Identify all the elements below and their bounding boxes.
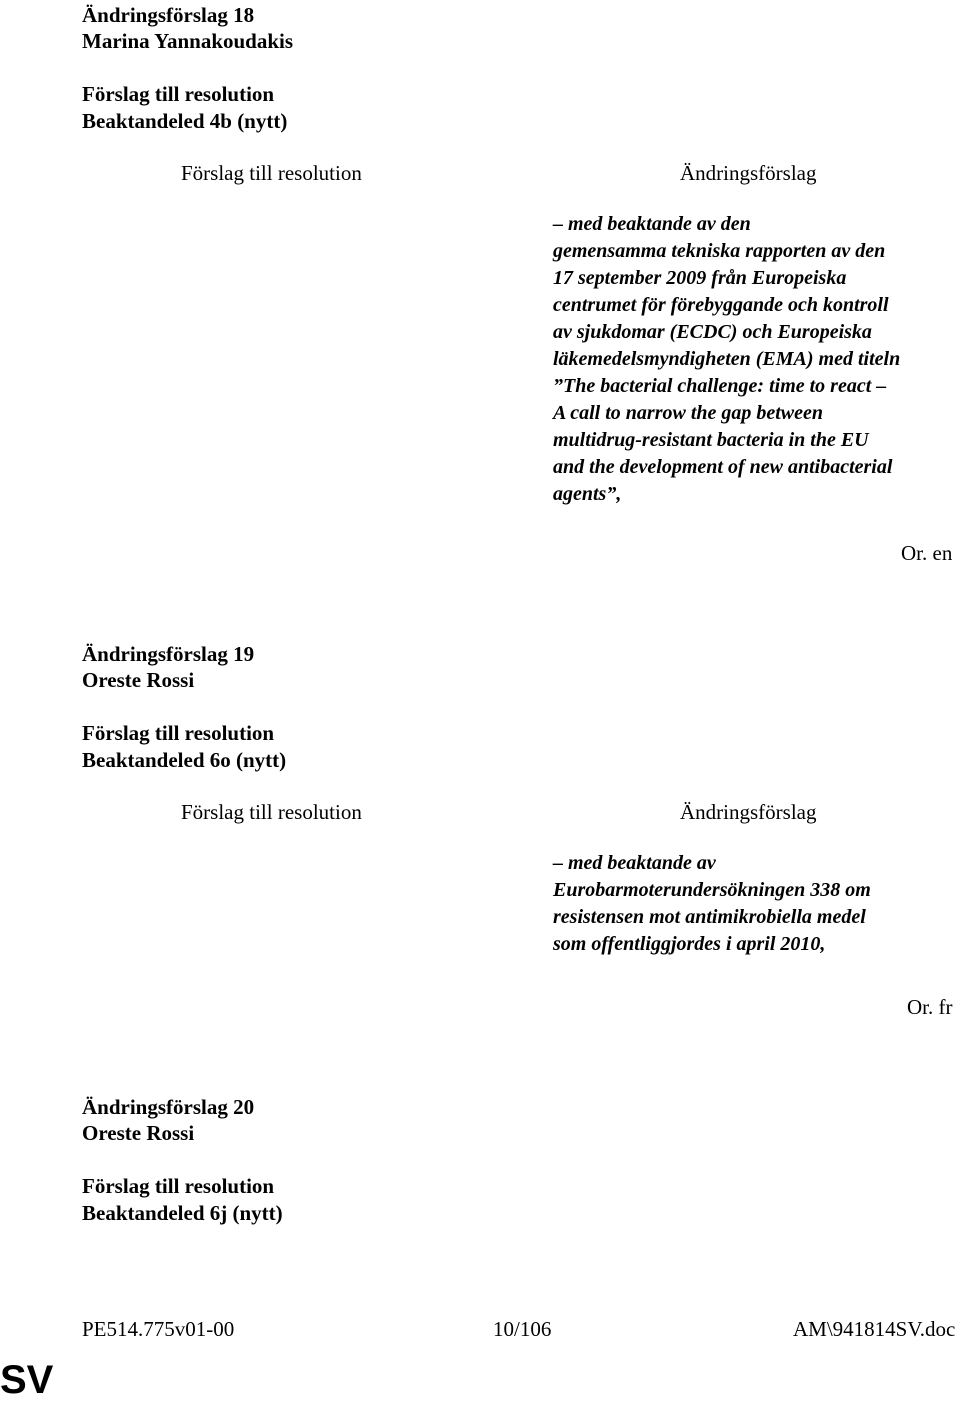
amendment-20-citation: Beaktandeled 6j (nytt) <box>82 1201 283 1225</box>
text-line: – med beaktande av den <box>553 213 751 235</box>
text-line: centrumet för förebyggande och kontroll <box>553 294 889 316</box>
amendment-18-col-right-header: Ändringsförslag <box>680 161 817 185</box>
text-line: agents”, <box>553 483 622 505</box>
text-line: multidrug-resistant bacteria in the EU <box>553 429 869 451</box>
amendment-19-citation: Beaktandeled 6o (nytt) <box>82 748 287 772</box>
amendment-20-author: Oreste Rossi <box>82 1121 195 1145</box>
footer-page-number: 10/106 <box>493 1317 552 1341</box>
text-line: – med beaktande av <box>553 852 716 874</box>
amendment-19-text <box>553 850 871 958</box>
text-line: Eurobarmoterundersökningen 338 om <box>553 879 871 901</box>
text-line: 17 september 2009 från Europeiska <box>553 267 847 289</box>
amendment-19-subject: Förslag till resolution <box>82 721 275 745</box>
amendment-18-text <box>553 211 900 508</box>
amendment-19-author: Oreste Rossi <box>82 668 195 692</box>
footer-language-code: SV <box>0 1358 54 1402</box>
amendment-19-heading: Ändringsförslag 19 <box>82 642 255 666</box>
text-line: som offentliggjordes i april 2010, <box>553 933 826 955</box>
text-line: ”The bacterial challenge: time to react – <box>553 375 887 397</box>
text-line: and the development of new antibacterial <box>553 456 893 478</box>
amendment-18-original-language: Or. en <box>901 541 953 565</box>
amendment-19-original-language: Or. fr <box>907 995 953 1019</box>
amendment-18-subject: Förslag till resolution <box>82 82 275 106</box>
text-line: läkemedelsmyndigheten (EMA) med titeln <box>553 348 901 370</box>
amendment-20-subject: Förslag till resolution <box>82 1174 275 1198</box>
text-line: A call to narrow the gap between <box>553 402 824 424</box>
amendment-18-col-left-header: Förslag till resolution <box>181 161 362 185</box>
text-line: resistensen mot antimikrobiella medel <box>553 906 866 928</box>
footer-document-name: AM\941814SV.doc <box>793 1317 956 1341</box>
amendment-20-heading: Ändringsförslag 20 <box>82 1095 255 1119</box>
amendment-18-citation: Beaktandeled 4b (nytt) <box>82 109 288 133</box>
amendment-18-heading: Ändringsförslag 18 <box>82 3 255 27</box>
text-line: av sjukdomar (ECDC) och Europeiska <box>553 321 872 343</box>
amendment-18-author: Marina Yannakoudakis <box>82 29 294 53</box>
footer-reference: PE514.775v01-00 <box>82 1317 235 1341</box>
amendment-19-col-right-header: Ändringsförslag <box>680 800 817 824</box>
amendment-19-col-left-header: Förslag till resolution <box>181 800 362 824</box>
text-line: gemensamma tekniska rapporten av den <box>553 240 886 262</box>
